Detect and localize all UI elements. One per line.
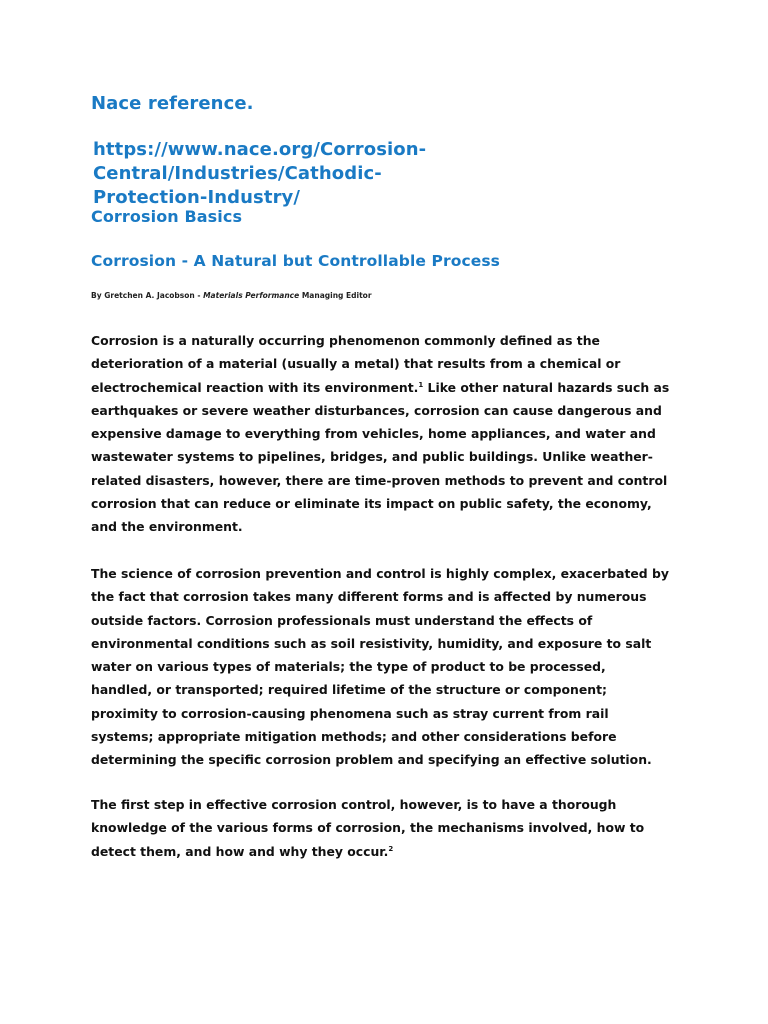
byline-author: By Gretchen A. Jacobson - (91, 291, 204, 300)
byline-role: Managing Editor (299, 291, 372, 300)
article-title: Corrosion - A Natural but Controllable Process (91, 252, 500, 270)
paragraph-3-text: The first step in effective corrosion control, however, is to have a thorough knowledge of the various forms of corrosion, the mechanisms involved, how to detect them, and how and why they occur. (91, 797, 645, 859)
footnote-2: 2 (388, 844, 394, 853)
footnote-1: 1 (418, 380, 424, 389)
link-line-2: Protection-Industry/ (93, 187, 301, 208)
paragraph-3 (91, 793, 671, 863)
paragraph-1-text: Corrosion is a naturally occurring phenomenon commonly defined as the deterioration of a material (usually a metal) that results from a chemical or electrochemical reaction with its environment. (91, 333, 621, 395)
byline (91, 291, 372, 300)
paragraph-1 (91, 329, 671, 539)
section-title: Corrosion Basics (91, 207, 243, 226)
nace-reference-link[interactable] (93, 138, 693, 210)
paragraph-1-rest: Like other natural hazards such as earthquakes or severe weather disturbances, corrosion can cause dangerous and expensive damage to everything from vehicles, home appliances, and water and wastewater systems to pipelines, bridges, and public buildings. Unlike weather-related disasters, however, there are time-proven methods to prevent and control corrosion that can reduce or eliminate its impact on public safety, the economy, and the environment. (91, 379, 670, 535)
paragraph-2: The science of corrosion prevention and control is highly complex, exacerbated by the fact that corrosion takes many different forms and is affected by numerous outside factors. Corrosion professionals must understand the effects of environmental conditions such as soil resistivity, humidity, and exposure to salt water on various types of materials; the type of product to be processed, handled, or transported; required lifetime of the structure or component; proximity to corrosion-causing phenomena such as stray current from rail systems; appropriate mitigation methods; and other considerations before determining the specific corrosion problem and specifying an effective solution. (91, 566, 669, 768)
reference-heading: Nace reference. (91, 93, 254, 114)
link-line-1: https://www.nace.org/Corrosion-Central/Industries/Cathodic- (93, 139, 427, 184)
byline-magazine: Materials Performance (203, 291, 300, 300)
